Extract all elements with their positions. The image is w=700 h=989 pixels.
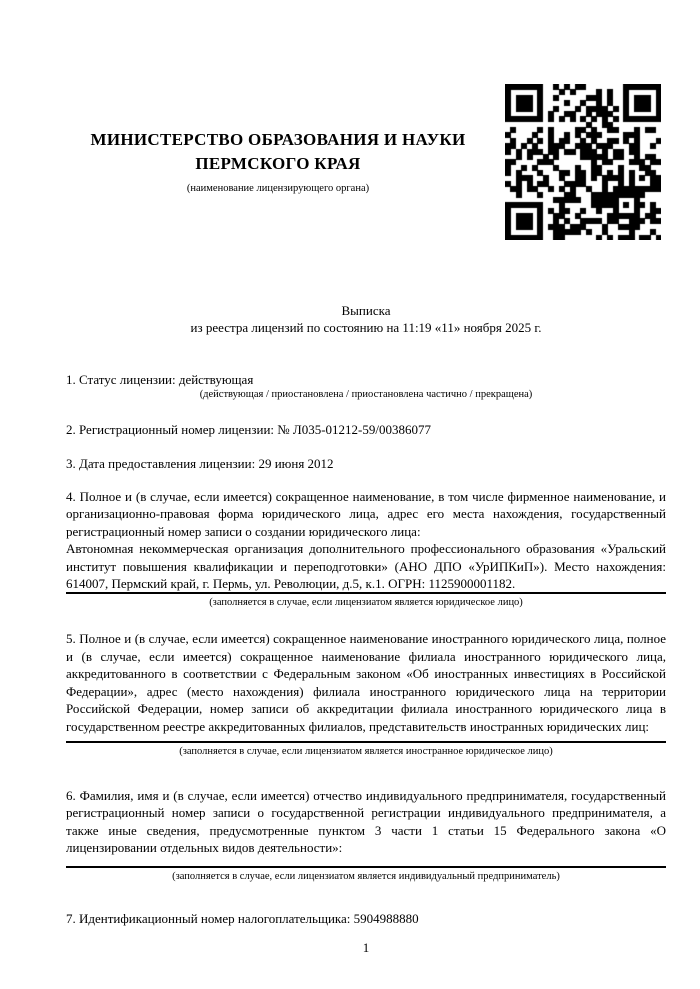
- section-2-reg-number: 2. Регистрационный номер лицензии: № Л035-01212-59/00386077: [66, 422, 432, 438]
- section-4-rule: [66, 592, 666, 594]
- section-4-legal-entity: 4. Полное и (в случае, если имеется) сокращенное наименование, в том числе фирменное наименование, и организационно-правовая форма юридического лица, адрес его места нахождения, государственный регистрационный номер записи о создании юридического лица:: [66, 489, 666, 539]
- section-5-rule: [66, 741, 666, 743]
- section-4-value: Автономная некоммерческая организация дополнительного профессионального образования «Уральский институт повышения квалификации и переподготовки» (АНО ДПО «УрИПКиП»). Место нахождения: 614007, Пермский край, г. Пермь, ул. Революции, д.5, к.1. ОГРН: 1125900001182.: [66, 541, 666, 592]
- page-number: 1: [362, 939, 370, 955]
- section-1-caption: (действующая / приостановлена / приостановлена частично / прекращена): [199, 389, 533, 401]
- ministry-caption: (наименование лицензирующего органа): [186, 183, 370, 194]
- document-title-block: [66, 302, 666, 337]
- document-title: Выписка: [341, 303, 391, 318]
- section-5-caption: (заполняется в случае, если лицензиатом является иностранное юридическое лицо): [179, 745, 553, 757]
- section-5-foreign-entity: 5. Полное и (в случае, если имеется) сокращенное наименование иностранного юридического лица, полное и (в случае, если имеется) сокращенное наименование филиала иностранного юридического лица, аккредитованного в соответствии с Федеральным законом «Об иностранных инвестициях в Российской Федерации», адрес (место нахождения) филиала иностранного юридического лица на территории Российской Федерации, номер записи об аккредитации филиала иностранного юридического лица в государственном реестре аккредитованных филиалов, представительств иностранных юридических лиц:: [66, 631, 666, 734]
- section-4-caption: (заполняется в случае, если лицензиатом является юридическое лицо): [209, 597, 523, 609]
- document-subtitle: из реестра лицензий по состоянию на 11:19 «11» ноября 2025 г.: [190, 320, 542, 336]
- ministry-name-line1: МИНИСТЕРСТВО ОБРАЗОВАНИЯ И НАУКИ: [90, 130, 466, 149]
- section-7-inn: 7. Идентификационный номер налогоплательщика: 5904988880: [66, 910, 419, 926]
- ministry-name-line2: ПЕРМСКОГО КРАЯ: [195, 154, 361, 173]
- section-1-status: 1. Статус лицензии: действующая: [66, 371, 254, 387]
- qr-code: [505, 84, 661, 240]
- section-6-caption: (заполняется в случае, если лицензиатом является индивидуальный предприниматель): [172, 870, 560, 882]
- section-3-grant-date: 3. Дата предоставления лицензии: 29 июня 2012: [66, 455, 334, 471]
- letterhead: [66, 0, 490, 196]
- section-6-rule: [66, 866, 666, 868]
- section-6-entrepreneur: 6. Фамилия, имя и (в случае, если имеется) отчество индивидуального предпринимателя, государственный регистрационный номер записи о государственной регистрации индивидуального предпринимателя, а также иные сведения, предусмотренные пунктом 3 части 1 статьи 15 Федерального закона «О лицензировании отдельных видов деятельности»:: [66, 787, 666, 856]
